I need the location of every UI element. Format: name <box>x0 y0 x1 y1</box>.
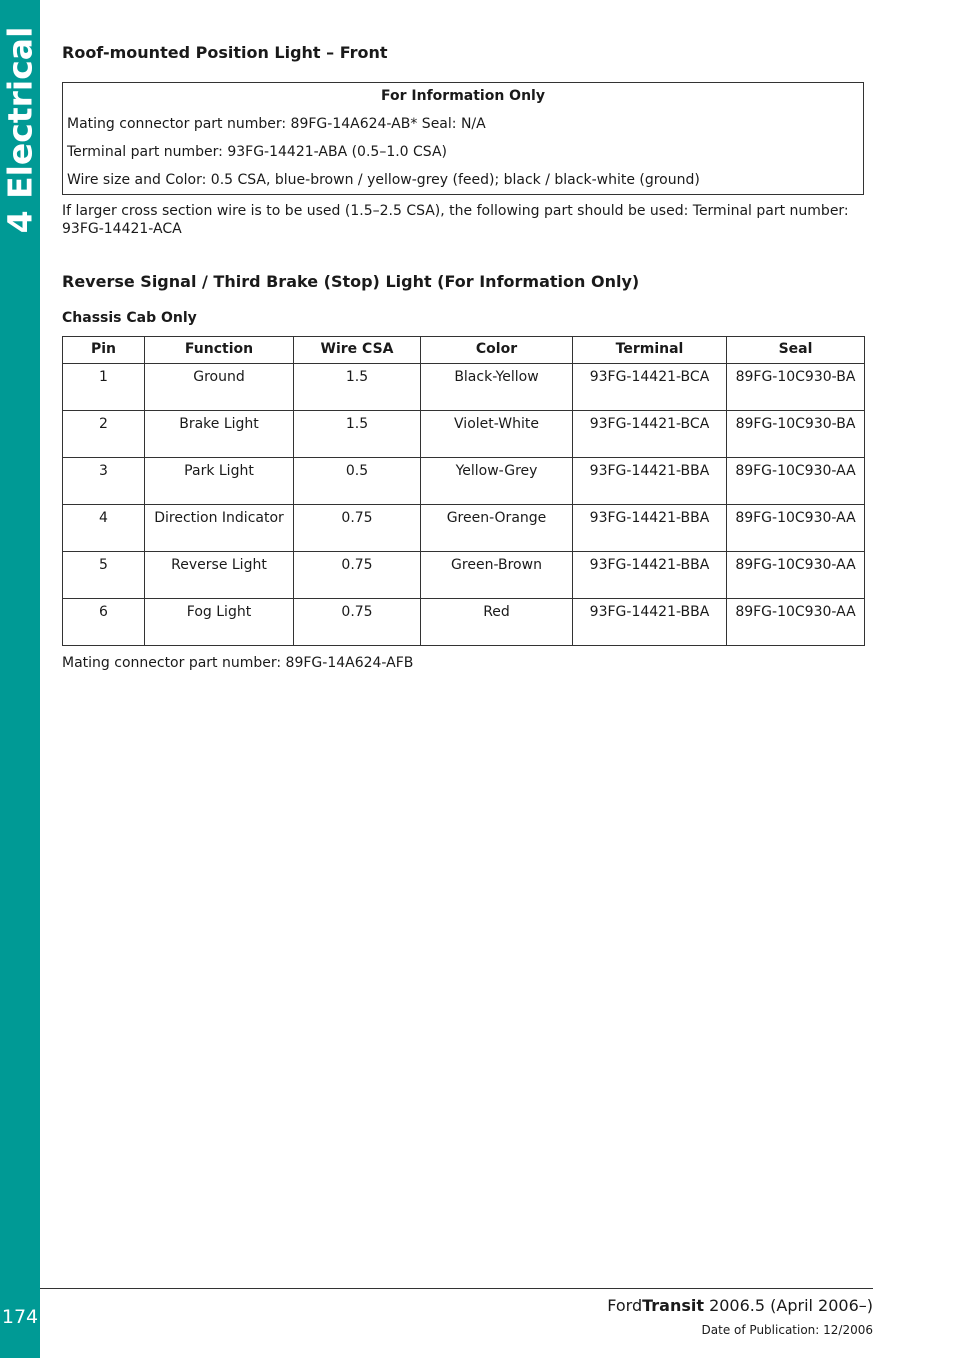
table-cell: 89FG-10C930-AA <box>727 505 865 552</box>
footer-divider <box>40 1288 873 1289</box>
table-cell: 0.75 <box>294 552 421 599</box>
chapter-title <box>0 0 40 260</box>
table-cell: 89FG-10C930-AA <box>727 552 865 599</box>
info-box <box>62 82 864 195</box>
info-line: Mating connector part number: 89FG-14A624-AB* Seal: N/A <box>67 116 486 132</box>
table-cell: 0.75 <box>294 599 421 646</box>
table-cell: 0.75 <box>294 505 421 552</box>
footer-brand: Ford <box>607 1296 643 1315</box>
chapter-label: 4 Electrical <box>0 26 40 234</box>
column-header: Pin <box>63 337 145 364</box>
table-row <box>63 411 865 458</box>
publication-date: Date of Publication: 12/2006 <box>701 1323 873 1337</box>
info-box-title: For Information Only <box>381 88 545 104</box>
chassis-subtitle: Chassis Cab Only <box>62 310 197 326</box>
table-cell: 89FG-10C930-BA <box>727 364 865 411</box>
column-header: Wire CSA <box>294 337 421 364</box>
table-cell: 93FG-14421-BBA <box>573 552 727 599</box>
table-row <box>63 364 865 411</box>
table-cell: 93FG-14421-BCA <box>573 411 727 458</box>
table-cell: Black-Yellow <box>421 364 573 411</box>
table-cell: Green-Orange <box>421 505 573 552</box>
table-cell: 5 <box>63 552 145 599</box>
wire-note: If larger cross section wire is to be used (1.5–2.5 CSA), the following part should be used: Terminal part number: 93FG-14421-ACA <box>62 203 849 237</box>
table-row <box>63 505 865 552</box>
info-line: Wire size and Color: 0.5 CSA, blue-brown / yellow-grey (feed); black / black-white (ground) <box>67 172 700 188</box>
table-cell: 93FG-14421-BBA <box>573 458 727 505</box>
table-cell: Fog Light <box>145 599 294 646</box>
table-cell: Direction Indicator <box>145 505 294 552</box>
table-cell: 6 <box>63 599 145 646</box>
column-header: Seal <box>727 337 865 364</box>
reverse-signal-title: Reverse Signal / Third Brake (Stop) Light (For Information Only) <box>62 272 640 291</box>
table-cell: 4 <box>63 505 145 552</box>
chapter-sidebar <box>0 0 40 1358</box>
mating-connector-note: Mating connector part number: 89FG-14A624-AFB <box>62 655 414 671</box>
table-cell: Violet-White <box>421 411 573 458</box>
footer-model: Transit <box>642 1296 704 1315</box>
table-cell: 3 <box>63 458 145 505</box>
table-cell: 89FG-10C930-BA <box>727 411 865 458</box>
table-cell: 1.5 <box>294 411 421 458</box>
table-cell: Ground <box>145 364 294 411</box>
column-header: Function <box>145 337 294 364</box>
table-cell: 1 <box>63 364 145 411</box>
page-number: 174 <box>1 1306 39 1328</box>
table-cell: Brake Light <box>145 411 294 458</box>
table-cell: 93FG-14421-BCA <box>573 364 727 411</box>
column-header: Color <box>421 337 573 364</box>
table-row <box>63 599 865 646</box>
table-cell: Park Light <box>145 458 294 505</box>
table-cell: Green-Brown <box>421 552 573 599</box>
table-cell: 89FG-10C930-AA <box>727 458 865 505</box>
roof-light-title: Roof-mounted Position Light – Front <box>62 43 388 62</box>
table-cell: Red <box>421 599 573 646</box>
footer-product <box>607 1296 873 1315</box>
table-row <box>63 458 865 505</box>
table-row <box>63 552 865 599</box>
table-cell: 93FG-14421-BBA <box>573 599 727 646</box>
pin-table <box>62 336 865 646</box>
table-cell: 1.5 <box>294 364 421 411</box>
table-cell: 0.5 <box>294 458 421 505</box>
table-cell: 89FG-10C930-AA <box>727 599 865 646</box>
table-header-row <box>63 337 865 364</box>
footer-edition: 2006.5 (April 2006–) <box>703 1296 873 1315</box>
table-cell: 93FG-14421-BBA <box>573 505 727 552</box>
table-cell: 2 <box>63 411 145 458</box>
info-line: Terminal part number: 93FG-14421-ABA (0.5–1.0 CSA) <box>67 144 447 160</box>
column-header: Terminal <box>573 337 727 364</box>
table-cell: Yellow-Grey <box>421 458 573 505</box>
table-cell: Reverse Light <box>145 552 294 599</box>
